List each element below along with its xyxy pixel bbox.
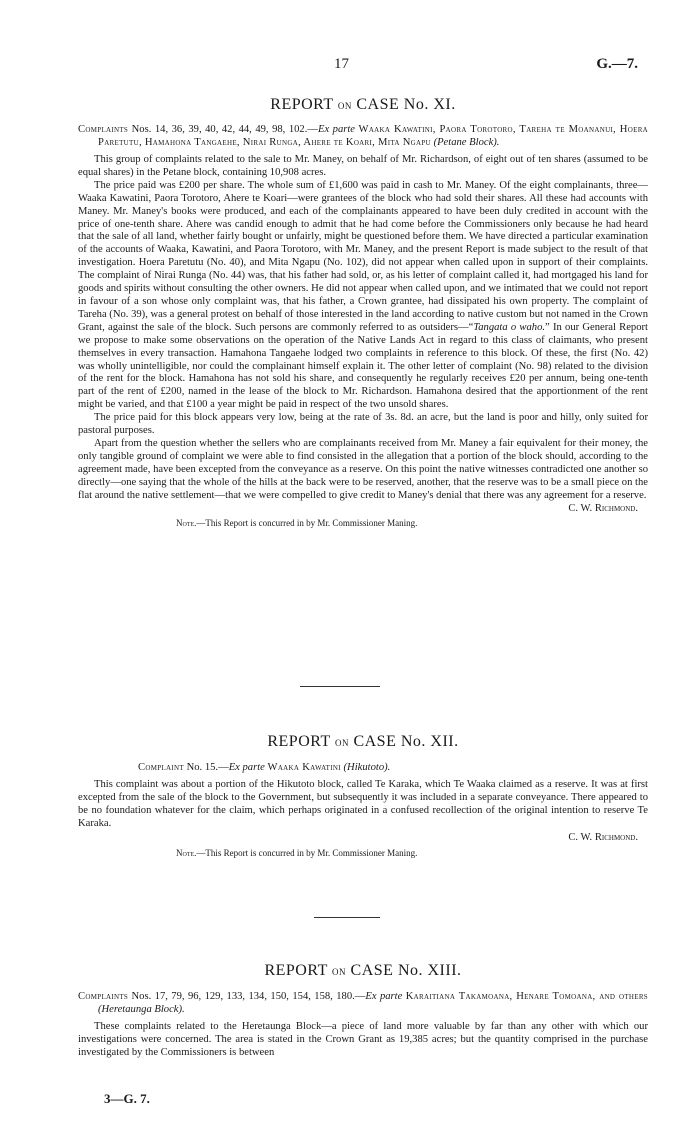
case-11-body: [78, 154, 648, 502]
case-11-paragraph-3: The price paid for this block appears very low, being at the rate of 3s. 8d. an acre, but the land is poor and hilly, only suited for pastoral purposes.: [78, 412, 648, 437]
case-11-section: [78, 96, 648, 529]
section-divider-2: [314, 917, 380, 918]
document-reference: G.—7.: [596, 56, 638, 72]
case-13-body: [78, 1021, 648, 1060]
case-12-note: Note.—This Report is concurred in by Mr. Commissioner Maning.: [176, 847, 418, 858]
case-12-complainants: Complaint No. 15.—Ex parte Waaka Kawatini (Hikutoto).: [138, 762, 391, 773]
signature-mark: 3—G. 7.: [104, 1091, 150, 1106]
case-12-section: [78, 733, 648, 859]
case-12-signature: C. W. Richmond.: [568, 831, 638, 843]
case-11-note: Note.—This Report is concurred in by Mr. Commissioner Maning.: [176, 518, 418, 529]
case-11-title: REPORT on CASE No. XI.: [270, 96, 456, 113]
case-13-title: REPORT on CASE No. XIII.: [264, 962, 462, 979]
section-divider-1: [300, 686, 380, 687]
case-13-paragraph-1: These complaints related to the Heretaunga Block—a piece of land more valuable by far than any other with which our investigations were concerned. The area is stated in the Crown Grant as 19,385 acres; but the quantity comprised in the purchase investigated by the Commissioners is between: [78, 1021, 648, 1058]
case-11-complainants: Complaints Nos. 14, 36, 39, 40, 42, 44, 49, 98, 102.—Ex parte Waaka Kawatini, Paora Torotoro, Tareha te Moananui, Hoera Paretutu, Hamahona Tangaehe, Nirai Runga, Ahere te Koari, Mita Ngapu (Petane Block).: [78, 124, 649, 148]
page-header: [0, 56, 700, 76]
case-13-complainants: Complaints Nos. 17, 79, 96, 129, 133, 134, 150, 154, 158, 180.—Ex parte Karaitiana Takamoana, Henare Tomoana, and others (Heretaunga Block).: [78, 991, 648, 1015]
case-12-title: REPORT on CASE No. XII.: [267, 733, 459, 750]
case-11-paragraph-1: This group of complaints related to the sale to Mr. Maney, on behalf of Mr. Richardson, of eight out of ten shares (assumed to be equal shares) in the Petane block, containing 10,908 acres.: [78, 154, 648, 178]
case-11-paragraph-2: The price paid was £200 per share. The whole sum of £1,600 was paid in cash to Mr. Maney. Of the eight complainants, three—Waaka Kawatini, Paora Torotoro, Ahere te Koari—were grantees of the block who had sold their shares. All these had accounts with Maney. Mr. Maney's books were produced, and each of the complainants appeared to have been duly credited in account with the price of one-tenth share. Ahere was candid enough to admit that he had come before the Commissioners only because he had heard that the sale of all land, whether fairly bought or unfairly, might be questioned before them. We have directed a particular examination of the accounts of Waaka, Kawatini, and Paora Torotoro, with Mr. Maney, and the present Report is made subject to the result of that investigation. Hoera Paretutu (No. 40), and Mita Ngapu (No. 102), did not appear when called upon in support of their complaints. The complaint of Nirai Runga (No. 44) was, that his father had sold, or, as his letter of complaint called it, had mortgaged his land for goods and spirits without consulting the other owners. He did not appear when called upon, and we intimated that we could not report in favour of a son whose only complaint was, that his father, a Crown grantee, had dissipated his own property. The complaint of Tareha (No. 39), was a general protest on behalf of those interested in the land according to native custom but not named in the Crown Grant, against the sale of the block. Such persons are commonly referred to as outsiders—“Tangata o waho.” In our General Report we propose to make some observations on the operation of the Native Lands Act in regard to this class of claimants, who present themselves in every transaction. Hamahona Tangaehe lodged two complaints in reference to this block. Of these, the first (No. 42) was wholly unintelligible, nor could the complainant himself explain it. The other letter of complaint (No. 98) related to the division of the rent for the block. Hamahona has not sold his share, and consequently he regularly receives £20 per annum, being one-tenth part of the rent of £200, named in the lease of the block to Mr. Richardson. Hamahona desired that the apportionment of the rent might be varied, and that £100 a year might be paid in respect of the two unsold shares.: [78, 179, 648, 411]
case-11-signature: C. W. Richmond.: [568, 503, 638, 515]
case-12-paragraph-1: This complaint was about a portion of the Hikutoto block, called Te Karaka, which Te Waaka claimed as a reserve. It was at first excepted from the sale of the block to the Government, but subsequently it was included in a separate conveyance. There appeared to be no foundation whatever for the claim, which perhaps originated in a confused recollection of the original intention to reserve Te Karaka.: [78, 779, 648, 829]
case-13-section: [78, 962, 648, 1060]
page-number: 17: [334, 56, 349, 72]
case-11-paragraph-4: Apart from the question whether the sellers who are complainants received from Mr. Maney a fair equivalent for their money, the only tangible ground of complaint we were able to find consisted in the allegation that a portion of the block should, according to the agreement made, have been excepted from the conveyance as a reserve. On this point the native witnesses contradicted one another so directly—one saying that the whole of the hills at the back were to be reserved, another, that the reserve was to be a small piece on the flat around the native settlement—that we were compelled to give credit to Maney's denial that there was any agreement for a reserve.: [78, 437, 648, 501]
case-12-body: [78, 779, 648, 831]
